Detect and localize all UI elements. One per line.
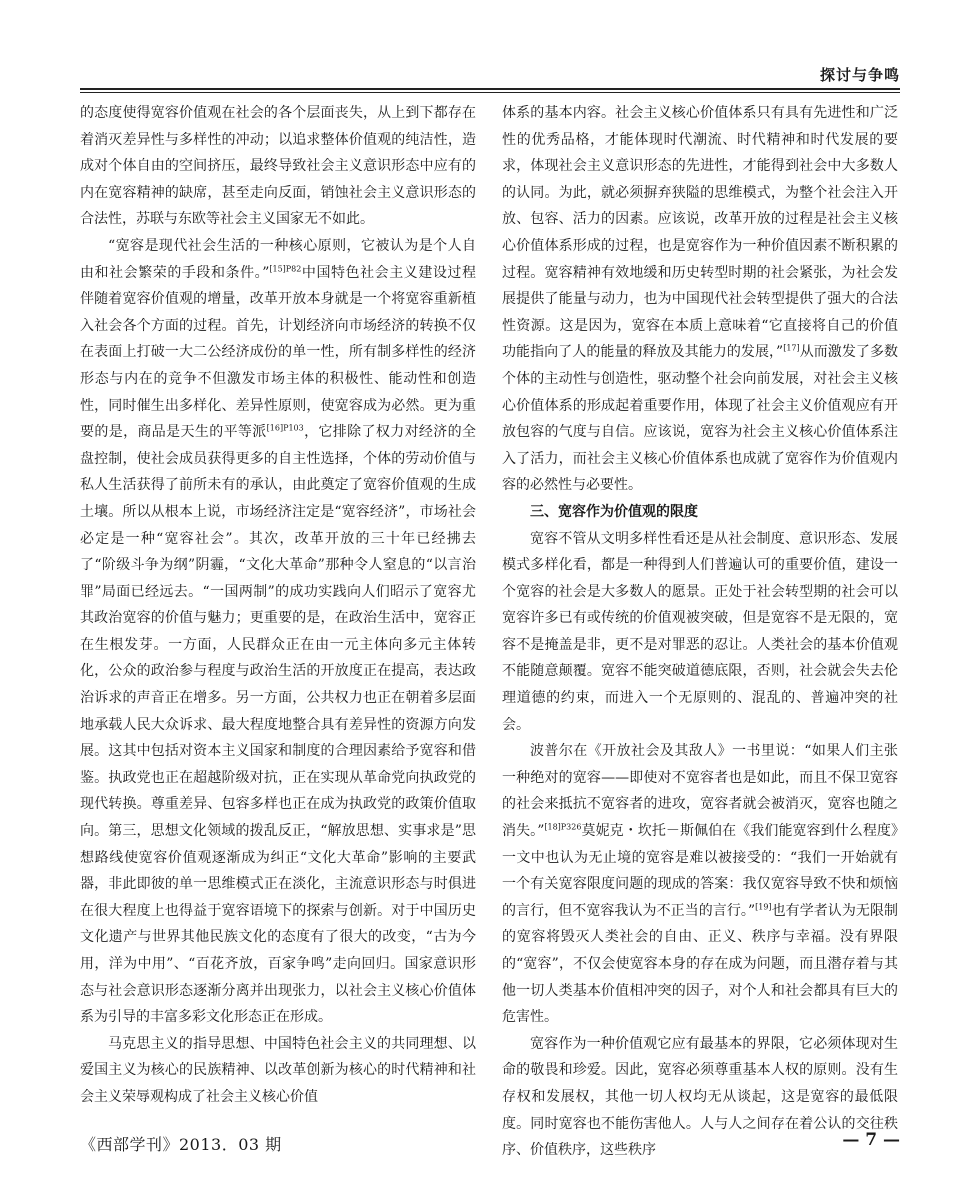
section-heading: 三、宽容作为价值观的限度 [530, 503, 698, 520]
page-number: — 7 — [842, 1130, 900, 1150]
citation: [17] [783, 343, 800, 353]
paragraph-text: “宽容是现代社会生活的一种核心原则，它被认为是个人自由和社会繁荣的手段和条件。” [80, 237, 476, 281]
journal-issue: 《西部学刊》2013．03 期 [80, 1135, 282, 1154]
paragraph: 马克思主义的指导思想、中国特色社会主义的共同理想、以爱国主义为核心的民族精神、以改革创新为核心的时代精神和社会主义荣辱观构成了社会主义核心价值 [80, 1035, 476, 1105]
paragraph: 的态度使得宽容价值观在社会的各个层面丧失，从上到下都存在着消灭差异性与多样性的冲动；以追求整体价值观的纯洁性，造成对个体自由的空间挤压，最终导致社会主义意识形态中应有的内在宽容精神的缺席，甚至走向反面，销蚀社会主义意识形态的合法性，苏联与东欧等社会主义国家无不如此。 [80, 105, 476, 228]
paragraph-text: 波普尔在《开放社会及其敌人》一书里说：“如果人们主张一种绝对的宽容——即使对不宽容者也是如此，而且不保卫宽容的社会来抵抗不宽容者的进攻，宽容者就会被消灭，宽容也随之消失。” [502, 743, 898, 840]
header-rule-thin [80, 92, 900, 93]
section-tag: 探讨与争鸣 [819, 66, 900, 84]
paragraph [502, 100, 898, 499]
citation: [19] [755, 902, 772, 912]
citation: [15]P82 [269, 263, 302, 273]
left-column [80, 100, 476, 1130]
right-column [502, 100, 899, 1159]
paragraph: 宽容作为一种价值观它应有最基本的界限，它必须体现对生命的敬畏和珍爱。因此，宽容必须尊重基本人权的原则。没有生存权和发展权，其他一切人权均无从谈起，这是宽容的最低限度。同时宽容也不能伤害他人。人与人之间存在着公认的交往秩序、价值秩序，这些秩序 [502, 1035, 898, 1159]
citation: [18]P326 [544, 822, 582, 832]
paragraph-text: ，它排除了权力对经济的全盘控制，使社会成员获得更多的自主性选择，个体的劳动价值与私人生活获得了前所未有的承认，由此奠定了宽容价值观的生成土壤。所以从根本上说，市场经济注定是“宽容经济”，市场社会必定是一种“宽容社会”。其次，改革开放的三十年已经拂去了“阶级斗争为纲”阴霾，“文化大革命”那种令人窒息的“以言治罪”局面已经远去。“一国两制”的成功实践向人们昭示了宽容尤其政治宽容的价值与魅力；更重要的是，在政治生活中，宽容正在生根发芽。一方面，人民群众正在由一元主体向多元主体转化，公众的政治参与程度与政治生活的开放度正在提高，表达政治诉求的声音正在增多。另一方面，公共权力也正在朝着多层面地承载人民大众诉求、最大程度地整合具有差异性的资源方向发展。这其中包括对资本主义国家和制度的合理因素给予宽容和借鉴。执政党也正在超越阶级对抗，正在实现从革命党向执政党的现代转换。尊重差异、包容多样也正在成为执政党的政策价值取向。第三，思想文化领域的拨乱反正，“解放思想、实事求是”思想路线使宽容价值观逐渐成为纠正“文化大革命”影响的主要武器，非此即彼的单一思维模式正在淡化，主流意识形态与时俱进在很大程度上也得益于宽容语境下的探索与创新。对于中国历史文化遗产与世界其他民族文化的态度有了很大的改变，“古为今用，洋为中用”、“百花齐放，百家争鸣”走向回归。国家意识形态与社会意识形态逐渐分离并出现张力，以社会主义核心价值体系为引导的丰富多彩文化形态正在形成。 [80, 424, 477, 1026]
paragraph-text: 中国特色社会主义建设过程伴随着宽容价值观的增量，改革开放本身就是一个将宽容重新植入社会各个方面的过程。首先，计划经济向市场经济的转换不仅在表面上打破一大二公经济成份的单一性，所有制多样性的经济形态与内在的竞争不但激发市场主体的积极性、能动性和创造性，同时催生出多样化、差异性原则，使宽容成为必然。更为重要的是，商品是天生的平等派 [80, 264, 476, 441]
paragraph: 宽容不管从文明多样性看还是从社会制度、意识形态、发展模式多样化看，都是一种得到人们普遍认可的重要价值，建设一个宽容的社会是大多数人的愿景。正处于社会转型期的社会可以宽容许多已有或传统的价值观被突破，但是宽容不是无限的，宽容不是掩盖是非，更不是对罪恶的忍让。人类社会的基本价值观不能随意颠覆。宽容不能突破道德底限，否则，社会就会失去伦理道德的约束，而进入一个无原则的、混乱的、普遍冲突的社会。 [502, 530, 898, 733]
header-rule [80, 88, 900, 90]
running-header [80, 62, 900, 92]
paragraph [80, 233, 476, 1031]
paragraph [502, 738, 898, 1031]
paragraph-text: 从而激发了多数个体的主动性与创造性，驱动整个社会向前发展，对社会主义核心价值体系的形成起着重要作用，体现了社会主义价值观应有开放包容的气度与自信。应该说，宽容为社会主义核心价值体系注入了活力，而社会主义核心价值体系也成就了宽容作为价值观内容的必然性与必要性。 [502, 344, 899, 494]
paragraph-text: 莫妮克・坎托－斯佩伯在《我们能宽容到什么程度》一文中也认为无止境的宽容是难以被接受的：“我们一开始就有一个有关宽容限度问题的现成的答案：我仅宽容导致不快和烦恼的言行，但不宽容我认为不正当的言行。” [502, 823, 898, 919]
paragraph-text: 也有学者认为无限制的宽容将毁灭人类社会的自由、正义、秩序与幸福。没有界限的“宽容”，不仅会使宽容本身的存在成为问题，而且潜存着与其他一切人类基本价值相冲突的因子，对个人和社会都具有巨大的危害性。 [502, 902, 899, 1026]
paragraph-text: 体系的基本内容。社会主义核心价值体系只有具有先进性和广泛性的优秀品格，才能体现时代潮流、时代精神和时代发展的要求，体现社会主义意识形态的先进性，才能得到社会中大多数人的认同。为此，就必须摒弃狭隘的思维模式，为整个社会注入开放、包容、活力的因素。应该说，改革开放的过程是社会主义核心价值体系形成的过程，也是宽容作为一种价值因素不断积累的过程。宽容精神有效地缓和历史转型时期的社会紧张，为社会发展提供了能量与动力，也为中国现代社会转型提供了强大的合法性资源。这是因为，宽容在本质上意味着“它直接将自己的价值功能指向了人的能量的释放及其能力的发展，” [502, 105, 898, 361]
page-footer [80, 1128, 900, 1162]
citation: [16]P103 [266, 423, 304, 433]
